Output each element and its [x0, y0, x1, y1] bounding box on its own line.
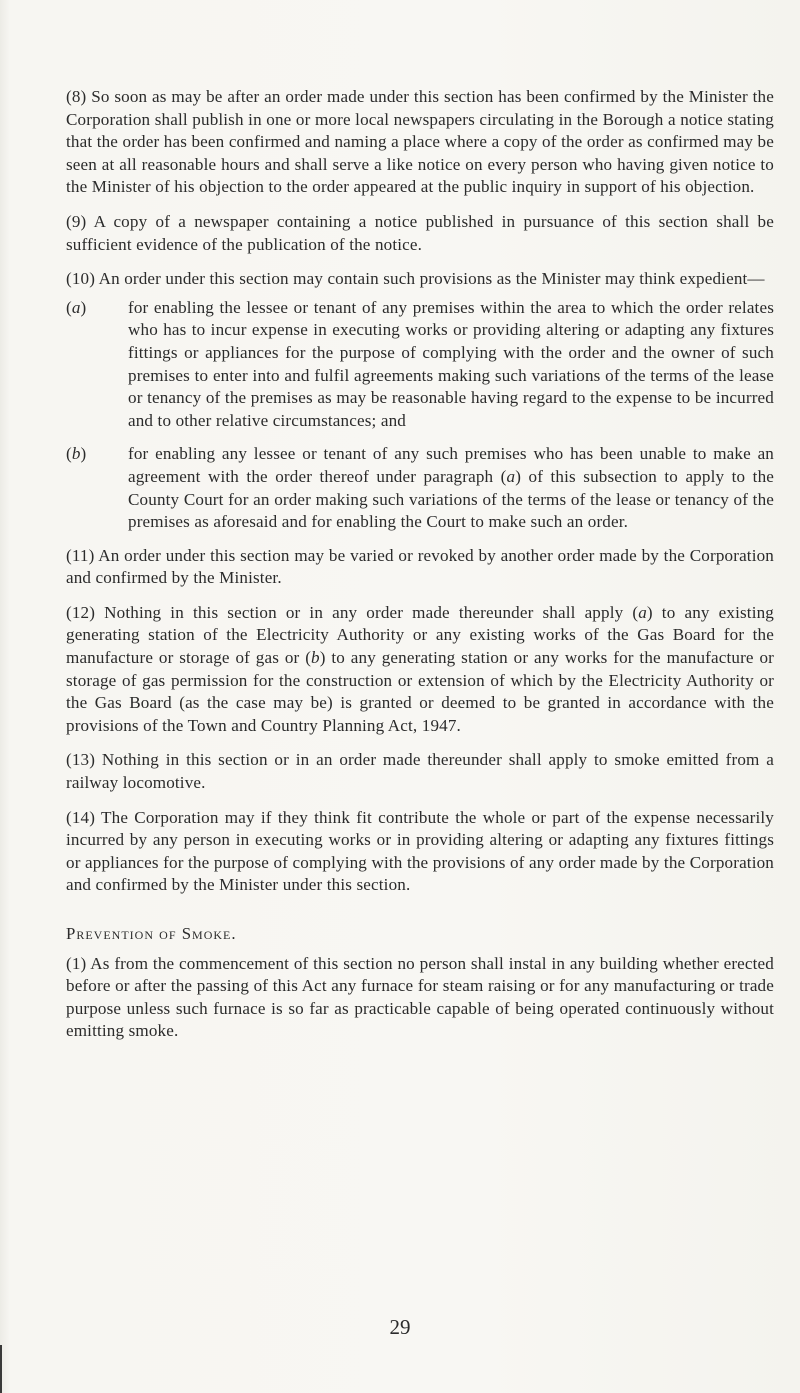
paragraph-text: A copy of a newspaper containing a notice published in pursuance of this section shall be sufficient evidence of the publication of the notice. [66, 211, 774, 254]
body-text [66, 86, 774, 1055]
paragraph-14 [66, 807, 774, 897]
paragraph-number: (8) [66, 87, 87, 106]
paragraph-text: The Corporation may if they think fit contribute the whole or part of the expense necessarily incurred by any person in executing works or in providing altering or adapting any fixtures fittings or appliances for the purpose of complying with the provisions of any order made by the Corporation and confirmed by the Minister under this section. [66, 807, 774, 895]
paragraph-11 [66, 545, 774, 590]
paragraph-number: (12) [66, 602, 96, 622]
paragraph-13 [66, 749, 774, 794]
paragraph-number: (13) [66, 750, 96, 770]
paragraph-number: (9) [66, 211, 87, 231]
subparagraph-a [66, 297, 774, 433]
paragraph-number: (14) [66, 807, 96, 827]
paragraph-12: (12) Nothing in this section or in any order made thereunder shall apply (a) to any existing generating station of the Electricity Authority or any existing works of the Gas Board for the manufacture or storage of gas or (b) to any generating station or any works for the manufacture or storage of gas permission for the construction or extension of which by the Electricity Authority or the Gas Board (as the case may be) is granted or deemed to be granted in accordance with the provisions of the Town and Country Planning Act, 1947. [66, 602, 774, 735]
paragraph-1 [66, 953, 774, 1043]
paragraph-text: Nothing in this section or in an order made thereunder shall apply to smoke emitted from a railway locomotive. [66, 750, 774, 793]
subparagraph-text: for enabling any lessee or tenant of any such premises who has been unable to make an agreement with the order thereof under paragraph (a) of this subsection to apply to the County Court for an order making such variations of the terms of the lease or tenancy of the premises as aforesaid and for enabling the Court to make such an order. [128, 444, 775, 532]
paragraph-10 [66, 268, 774, 291]
cross-reference: b [311, 648, 320, 668]
subparagraph-b [66, 443, 774, 533]
cross-reference: a [506, 466, 516, 486]
paragraph-9 [66, 211, 774, 256]
paragraph-number: (11) [66, 545, 95, 565]
binding-edge-mark [0, 1345, 2, 1393]
paragraph-8 [66, 86, 774, 199]
section-heading: Prevention of Smoke. [66, 924, 237, 943]
paragraph-number: (1) [66, 953, 87, 973]
paragraph-number: (10) [66, 269, 96, 289]
page-number: 29 [389, 1315, 411, 1339]
paragraph-text: An order under this section may contain such provisions as the Minister may think expedient— [98, 269, 765, 289]
subparagraph-text: for enabling the lessee or tenant of any premises within the area to which the order relates who has to incur expense in executing works or providing altering or adapting any fixtures fittings or appliances for the purpose of complying with the order and the owner of such premises to enter into and fulfil agreements making such variations of the terms of the lease or tenancy of the premises as may be reasonable having regard to the expense to be incurred and to other relative circumstances; and [128, 297, 774, 430]
paragraph-text: An order under this section may be varied or revoked by another order made by the Corporation and confirmed by the Minister. [66, 545, 775, 588]
paragraph-text: So soon as may be after an order made under this section has been confirmed by the Minister the Corporation shall publish in one or more local newspapers circulating in the Borough a notice stating that the order has been confirmed and naming a place where a copy of the order as confirmed may be seen at all reasonable hours and shall serve a like notice on every person who having given notice to the Minister of his objection to the order appeared at the public inquiry in support of his objection. [66, 87, 774, 197]
subparagraph-letter: (a) [66, 297, 87, 317]
cross-reference: a [638, 602, 647, 622]
paragraph-text: As from the commencement of this section no person shall instal in any building whether erected before or after the passing of this Act any furnace for steam raising or for any manufacturing or trade purpose unless such furnace is so far as practicable capable of being operated continuously without emitting smoke. [66, 953, 774, 1041]
subparagraph-letter: (b) [66, 444, 87, 464]
